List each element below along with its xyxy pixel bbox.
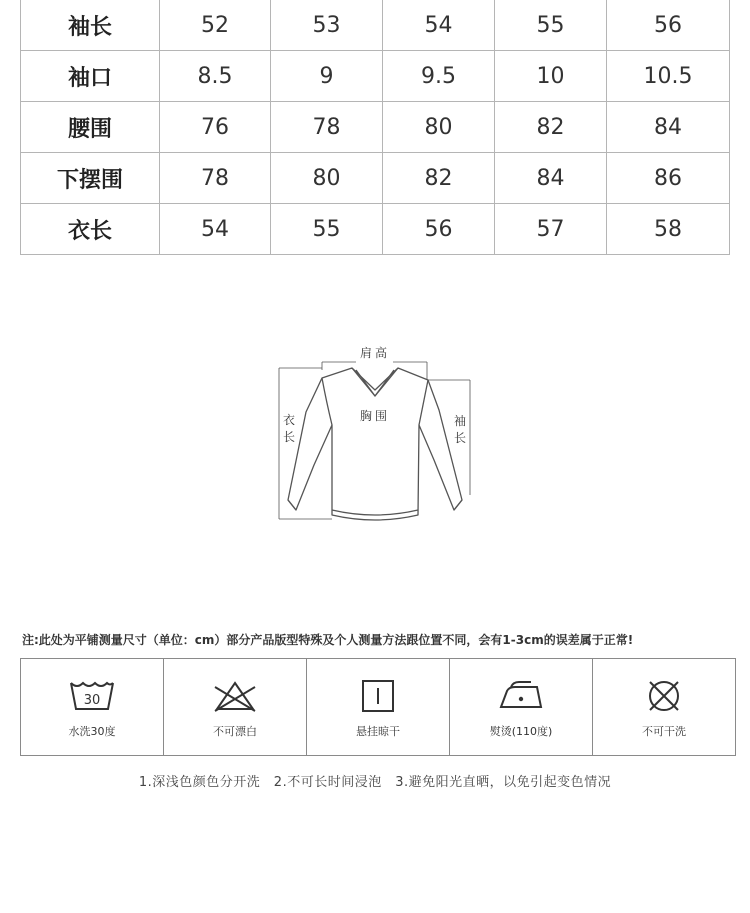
table-cell: 84	[495, 153, 607, 204]
table-cell: 55	[271, 204, 383, 255]
table-cell: 57	[495, 204, 607, 255]
table-cell: 82	[383, 153, 495, 204]
care-item-dryclean	[593, 659, 735, 755]
care-item-dry	[307, 659, 450, 755]
length-label: 衣	[282, 413, 296, 427]
table-row	[21, 102, 730, 153]
table-cell: 9.5	[383, 51, 495, 102]
table-cell: 80	[271, 153, 383, 204]
wash-30-icon	[68, 679, 116, 713]
care-label: 不可干洗	[642, 725, 686, 738]
table-row	[21, 204, 730, 255]
measurement-note: 注:此处为平铺测量尺寸（单位：cm）部分产品版型特殊及个人测量方法跟位置不同，会有1-3cm的误差属于正常!	[22, 633, 634, 647]
row-label: 下摆围	[21, 153, 160, 204]
no-dry-clean-icon	[640, 679, 688, 713]
table-cell: 54	[383, 0, 495, 51]
no-bleach-icon	[211, 679, 259, 713]
table-cell: 52	[160, 0, 271, 51]
table-cell: 53	[271, 0, 383, 51]
table-cell: 80	[383, 102, 495, 153]
care-item-wash	[21, 659, 164, 755]
table-cell: 84	[607, 102, 730, 153]
table-cell: 58	[607, 204, 730, 255]
care-label: 熨烫(110度)	[489, 725, 553, 738]
row-label: 袖长	[21, 0, 160, 51]
table-cell: 54	[160, 204, 271, 255]
care-item-iron	[450, 659, 593, 755]
iron-icon	[497, 679, 545, 713]
row-label: 腰围	[21, 102, 160, 153]
chest-label: 胸围	[359, 409, 391, 423]
table-cell: 9	[271, 51, 383, 102]
table-row	[21, 153, 730, 204]
row-label: 衣长	[21, 204, 160, 255]
care-instructions	[20, 658, 736, 756]
table-cell: 82	[495, 102, 607, 153]
table-cell: 10.5	[607, 51, 730, 102]
shoulder-label: 肩高	[359, 346, 391, 360]
sleeve-length-label: 袖	[453, 414, 467, 428]
table-cell: 55	[495, 0, 607, 51]
garment-diagram	[270, 340, 480, 525]
care-item-bleach	[164, 659, 307, 755]
table-cell: 78	[160, 153, 271, 204]
length-label: 长	[282, 430, 296, 444]
table-cell: 56	[383, 204, 495, 255]
table-cell: 76	[160, 102, 271, 153]
wash-temp: 30	[83, 693, 101, 708]
row-label: 袖口	[21, 51, 160, 102]
table-cell: 56	[607, 0, 730, 51]
table-cell: 78	[271, 102, 383, 153]
washing-tips: 1.深浅色颜色分开洗 2.不可长时间浸泡 3.避免阳光直晒，以免引起变色情况	[138, 775, 612, 790]
care-label: 悬挂晾干	[356, 725, 400, 738]
table-cell: 8.5	[160, 51, 271, 102]
table-row	[21, 0, 730, 51]
sleeve-length-label: 长	[453, 431, 467, 445]
hang-dry-icon	[354, 679, 402, 713]
table-cell: 10	[495, 51, 607, 102]
table-cell: 86	[607, 153, 730, 204]
care-label: 水洗30度	[68, 725, 116, 738]
table-row	[21, 51, 730, 102]
size-table	[20, 0, 730, 255]
care-label: 不可漂白	[213, 725, 257, 738]
